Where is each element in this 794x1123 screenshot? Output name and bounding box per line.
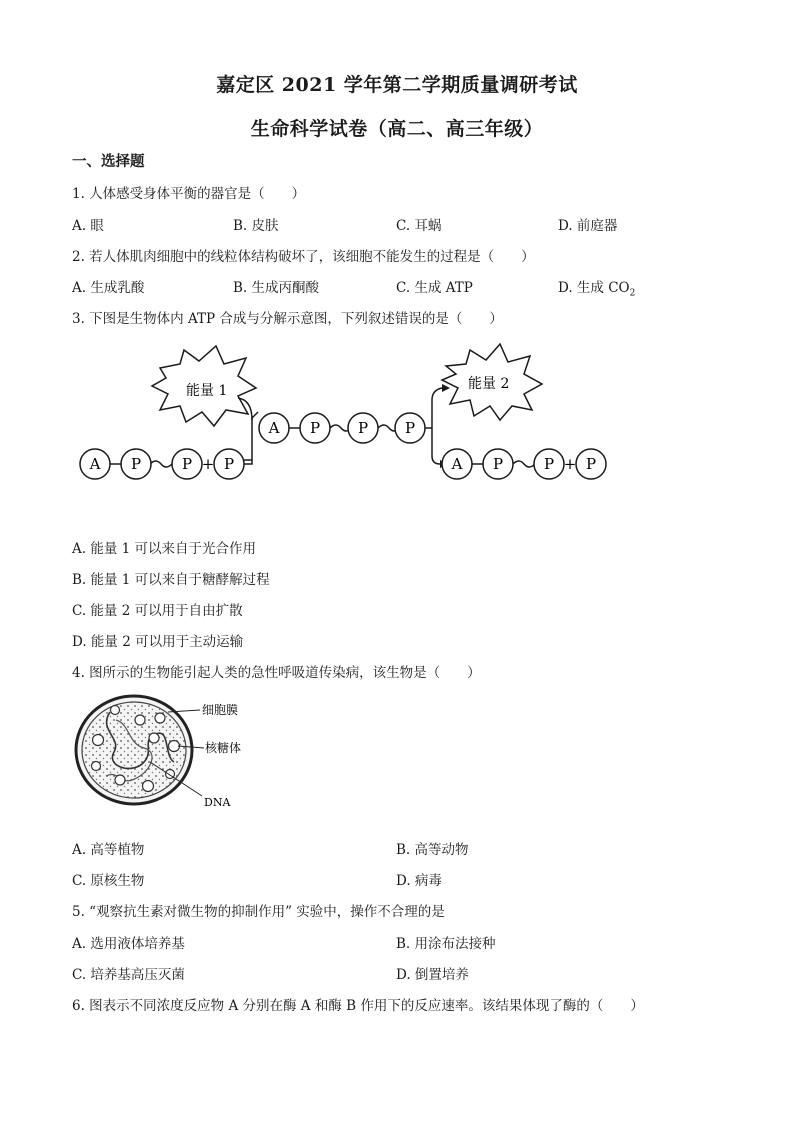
phosphate-3b: P bbox=[543, 455, 555, 473]
exam-title: 嘉定区 2021 学年第二学期质量调研考试 bbox=[216, 74, 578, 96]
q6-stem: 6. 图表示不同浓度反应物 A 分别在酶 A 和酶 B 作用下的反应速率。该结果体现了酶的（ ） bbox=[72, 998, 644, 1014]
q4-option-a: A. 高等植物 bbox=[72, 842, 145, 858]
section-heading: 一、选择题 bbox=[72, 153, 145, 170]
label-dna: DNA bbox=[204, 796, 231, 809]
q2-option-d-subscript: 2 bbox=[629, 288, 636, 299]
adenosine-1: A bbox=[89, 455, 101, 473]
q1-stem: 1. 人体感受身体平衡的器官是（ ） bbox=[72, 186, 306, 202]
atp-diagram bbox=[0, 340, 794, 510]
q1-option-c: C. 耳蜗 bbox=[396, 218, 442, 234]
phosphate-1b: P bbox=[181, 455, 193, 473]
bacterium-diagram bbox=[70, 690, 290, 820]
q3-option-b: B. 能量 1 可以来自于糖酵解过程 bbox=[72, 572, 270, 588]
q3-stem: 3. 下图是生物体内 ATP 合成与分解示意图，下列叙述错误的是（ ） bbox=[72, 311, 503, 327]
q2-option-a: A. 生成乳酸 bbox=[72, 280, 145, 296]
q2-option-c: C. 生成 ATP bbox=[396, 280, 473, 296]
q1-option-d: D. 前庭器 bbox=[558, 218, 618, 234]
energy2-label: 能量 2 bbox=[468, 376, 510, 392]
q4-option-b: B. 高等动物 bbox=[396, 842, 469, 858]
energy1-label: 能量 1 bbox=[186, 383, 228, 399]
q4-stem: 4. 图所示的生物能引起人类的急性呼吸道传染病，该生物是（ ） bbox=[72, 665, 481, 681]
q5-stem: 5. “观察抗生素对微生物的抑制作用” 实验中，操作不合理的是 bbox=[72, 904, 445, 920]
q5-option-c: C. 培养基高压灭菌 bbox=[72, 967, 185, 983]
label-cell-membrane: 细胞膜 bbox=[202, 703, 239, 717]
q4-option-c: C. 原核生物 bbox=[72, 873, 145, 889]
paper-subtitle: 生命科学试卷（高二、高三年级） bbox=[250, 118, 544, 140]
phosphate-1a: P bbox=[130, 455, 142, 473]
q5-option-b: B. 用涂布法接种 bbox=[396, 936, 496, 952]
q4-option-d: D. 病毒 bbox=[396, 873, 442, 889]
adenosine-2: A bbox=[268, 419, 280, 437]
q3-option-d: D. 能量 2 可以用于主动运输 bbox=[72, 634, 244, 650]
phosphate-1c: P bbox=[223, 455, 235, 473]
q2-option-b: B. 生成丙酮酸 bbox=[233, 280, 320, 296]
plus-2: + bbox=[563, 455, 577, 473]
q3-option-a: A. 能量 1 可以来自于光合作用 bbox=[72, 541, 257, 557]
phosphate-2a: P bbox=[309, 419, 321, 437]
q2-option-d-text: D. 生成 CO bbox=[558, 280, 630, 296]
phosphate-3a: P bbox=[492, 455, 504, 473]
label-ribosome: 核糖体 bbox=[205, 741, 242, 755]
q2-stem: 2. 若人体肌肉细胞中的线粒体结构破坏了，该细胞不能发生的过程是（ ） bbox=[72, 249, 535, 265]
q2-option-d bbox=[558, 276, 635, 299]
phosphate-3c: P bbox=[585, 455, 597, 473]
phosphate-2c: P bbox=[404, 419, 416, 437]
q5-option-a: A. 选用液体培养基 bbox=[72, 936, 185, 952]
plus-1: + bbox=[201, 455, 215, 473]
phosphate-2b: P bbox=[357, 419, 369, 437]
adenosine-3: A bbox=[451, 455, 463, 473]
q3-option-c: C. 能量 2 可以用于自由扩散 bbox=[72, 603, 243, 619]
q1-option-b: B. 皮肤 bbox=[233, 218, 279, 234]
q5-option-d: D. 倒置培养 bbox=[396, 967, 469, 983]
q1-option-a: A. 眼 bbox=[72, 218, 104, 234]
